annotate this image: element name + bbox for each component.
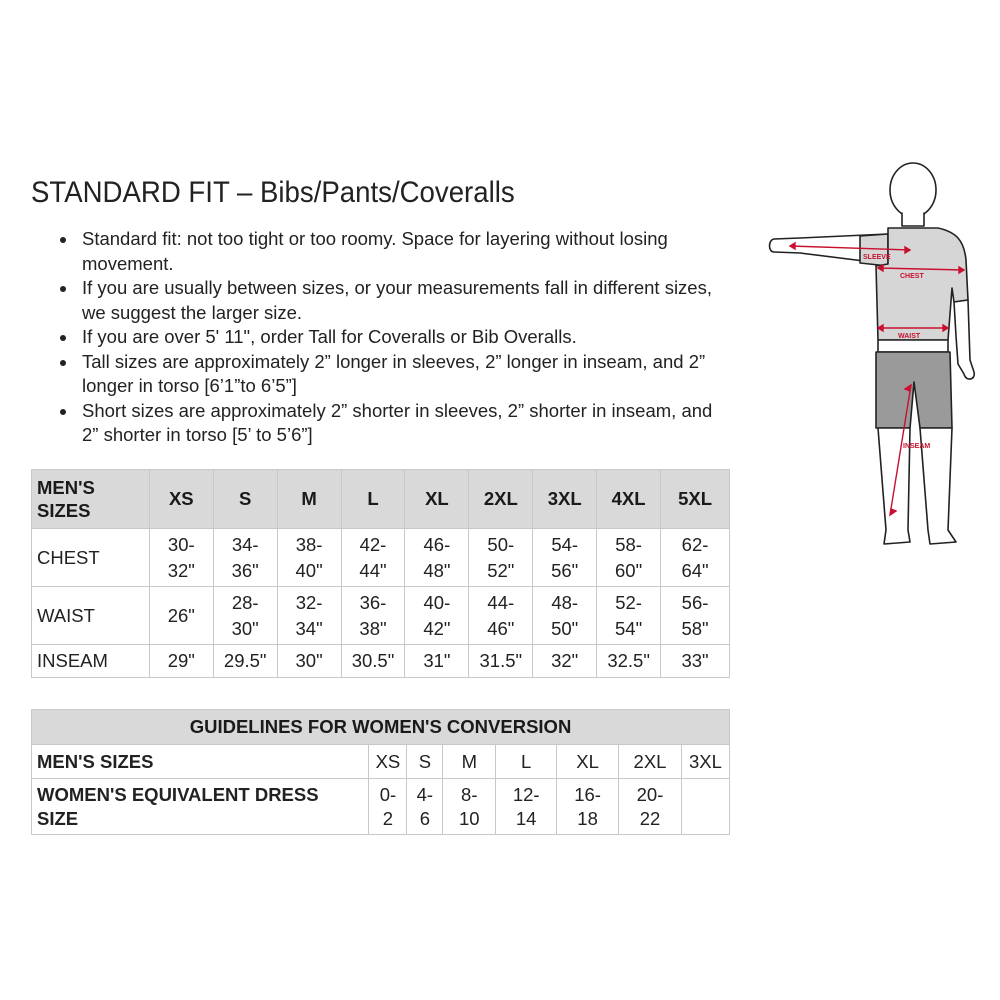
women-size-cell: 0- 2	[369, 779, 407, 835]
size-header: S	[213, 470, 277, 529]
men-size-cell: XS	[369, 745, 407, 779]
chest-cell: 62- 64"	[661, 529, 730, 587]
women-size-cell	[681, 779, 729, 835]
men-sizes-label: MEN'S SIZES	[32, 745, 369, 779]
torso-shirt-shape	[876, 228, 968, 340]
size-header: 5XL	[661, 470, 730, 529]
inseam-label: INSEAM	[903, 443, 931, 450]
chest-cell: 58- 60"	[597, 529, 661, 587]
women-size-cell: 4- 6	[407, 779, 443, 835]
fit-notes-list	[58, 227, 728, 448]
men-size-cell: M	[443, 745, 496, 779]
women-size-label: WOMEN'S EQUIVALENT DRESS SIZE	[32, 779, 369, 835]
size-header: 3XL	[533, 470, 597, 529]
chest-cell: 42- 44"	[341, 529, 405, 587]
waist-cell: 48- 50"	[533, 587, 597, 645]
chest-cell: 38- 40"	[277, 529, 341, 587]
size-header: 4XL	[597, 470, 661, 529]
women-size-cell: 16- 18	[557, 779, 619, 835]
table-row	[32, 529, 730, 587]
hanging-arm-shape	[954, 300, 974, 379]
women-size-cell: 20- 22	[619, 779, 682, 835]
men-size-cell: 3XL	[681, 745, 729, 779]
fit-note: Tall sizes are approximately 2” longer in sleeves, 2” longer in inseam, and 2” longer in torso [6’1”to 6’5”]	[58, 350, 728, 399]
men-size-cell: S	[407, 745, 443, 779]
shorts-shape	[876, 352, 952, 428]
fit-note: Standard fit: not too tight or too roomy. Space for layering without losing movement.	[58, 227, 728, 276]
chest-cell: 46- 48"	[405, 529, 469, 587]
size-header-row	[32, 470, 730, 529]
waist-cell: 26"	[149, 587, 213, 645]
chest-cell: 30- 32"	[149, 529, 213, 587]
women-size-cell: 12- 14	[496, 779, 557, 835]
sleeve-label: SLEEVE	[863, 254, 891, 261]
waist-cell: 32- 34"	[277, 587, 341, 645]
waist-cell: 28- 30"	[213, 587, 277, 645]
fit-note: Short sizes are approximately 2” shorter in sleeves, 2” shorter in inseam, and 2” shorter in torso [5’ to 5’6”]	[58, 399, 728, 448]
row-label-waist: WAIST	[32, 587, 150, 645]
waist-cell: 52- 54"	[597, 587, 661, 645]
inseam-cell: 29.5"	[213, 645, 277, 678]
chest-cell: 50- 52"	[469, 529, 533, 587]
row-label-chest: CHEST	[32, 529, 150, 587]
fit-note: If you are usually between sizes, or your measurements fall in different sizes, we suggest the larger size.	[58, 276, 728, 325]
inseam-cell: 31"	[405, 645, 469, 678]
inseam-cell: 32"	[533, 645, 597, 678]
waist-cell: 56- 58"	[661, 587, 730, 645]
body-measurement-figure	[760, 160, 990, 560]
page-title: STANDARD FIT – Bibs/Pants/Coveralls	[31, 176, 515, 209]
waist-cell: 36- 38"	[341, 587, 405, 645]
chest-cell: 54- 56"	[533, 529, 597, 587]
men-size-cell: L	[496, 745, 557, 779]
inseam-cell: 29"	[149, 645, 213, 678]
table-row	[32, 745, 730, 779]
waist-label: WAIST	[898, 333, 921, 340]
inseam-cell: 30.5"	[341, 645, 405, 678]
inseam-cell: 33"	[661, 645, 730, 678]
waist-cell: 44- 46"	[469, 587, 533, 645]
men-size-cell: XL	[557, 745, 619, 779]
size-header: XL	[405, 470, 469, 529]
womens-conversion-table	[31, 709, 730, 835]
men-size-cell: 2XL	[619, 745, 682, 779]
table-row	[32, 645, 730, 678]
inseam-cell: 30"	[277, 645, 341, 678]
chest-label: CHEST	[900, 273, 924, 280]
fit-note: If you are over 5' 11", order Tall for Coveralls or Bib Overalls.	[58, 325, 728, 350]
size-header: XS	[149, 470, 213, 529]
size-header: 2XL	[469, 470, 533, 529]
mens-sizes-header: MEN'S SIZES	[32, 470, 150, 529]
mens-size-table	[31, 469, 730, 678]
conversion-title-row	[32, 710, 730, 745]
head-shape	[890, 163, 936, 217]
size-header: L	[341, 470, 405, 529]
conversion-title: GUIDELINES FOR WOMEN'S CONVERSION	[32, 710, 730, 745]
size-header: M	[277, 470, 341, 529]
women-size-cell: 8- 10	[443, 779, 496, 835]
inseam-cell: 32.5"	[597, 645, 661, 678]
table-row	[32, 587, 730, 645]
row-label-inseam: INSEAM	[32, 645, 150, 678]
inseam-cell: 31.5"	[469, 645, 533, 678]
table-row	[32, 779, 730, 835]
waist-cell: 40- 42"	[405, 587, 469, 645]
chest-cell: 34- 36"	[213, 529, 277, 587]
